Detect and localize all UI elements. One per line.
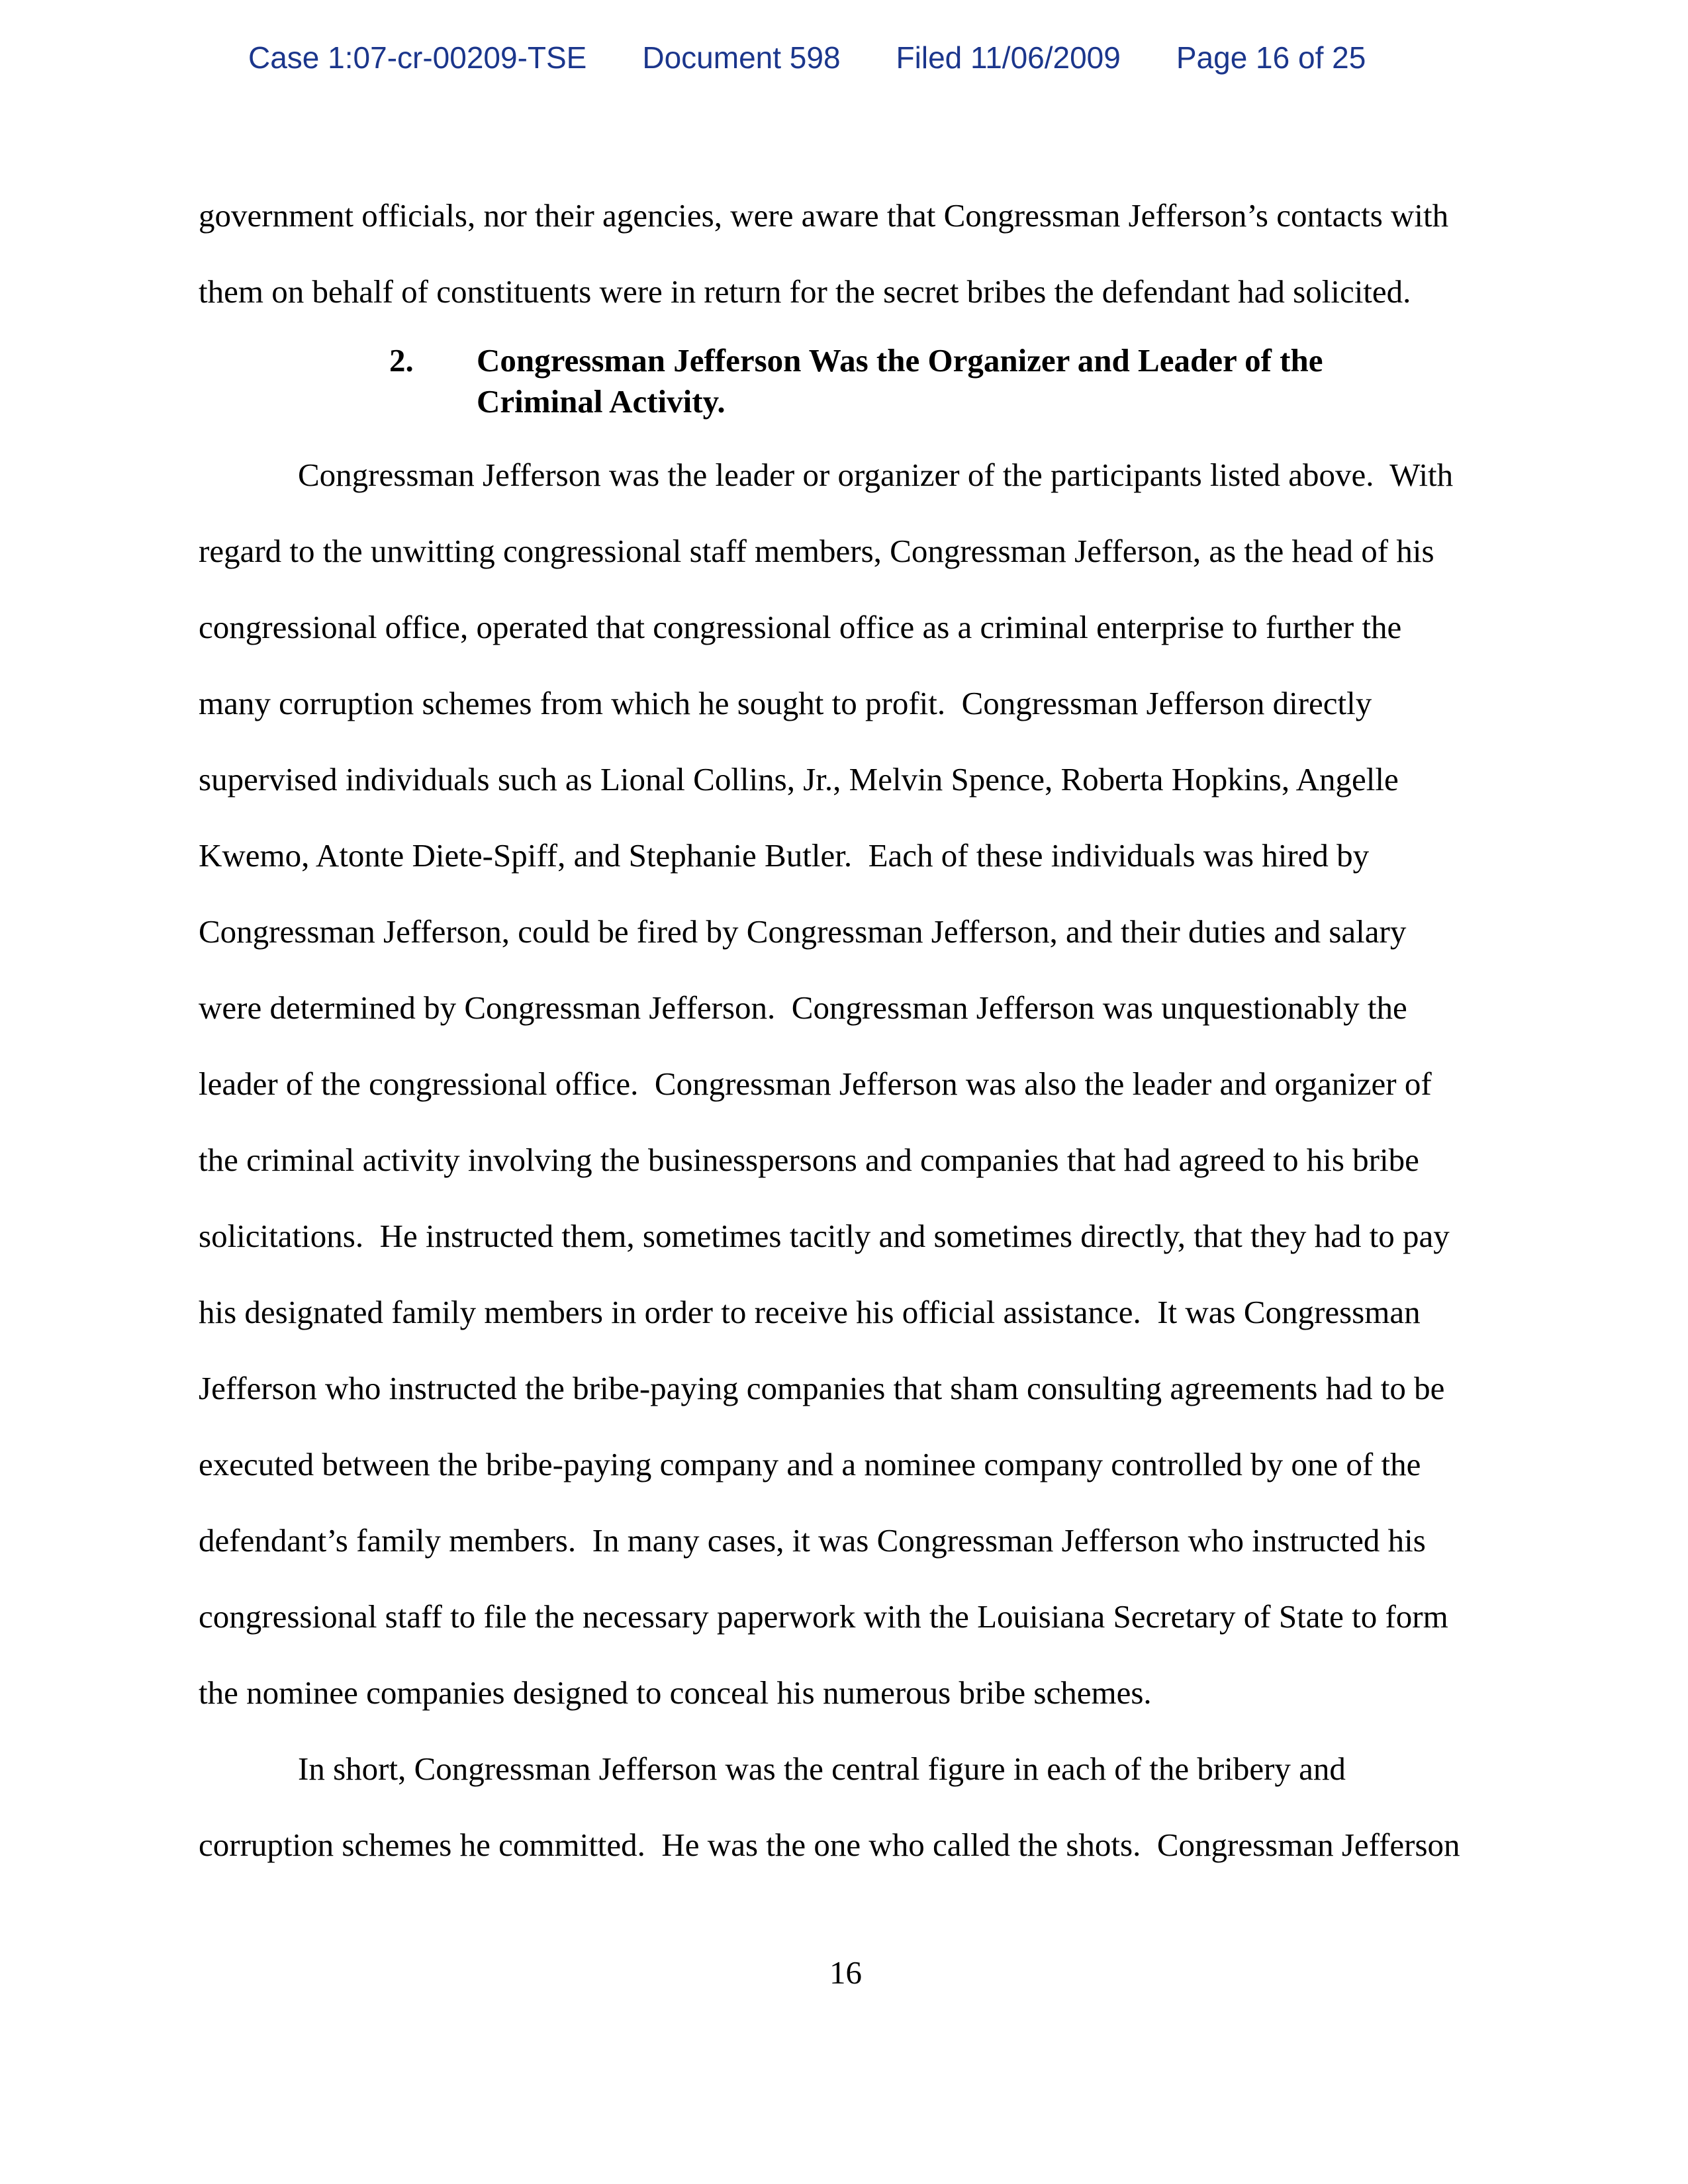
heading-number: 2. [389, 342, 414, 379]
text-line: solicitations. He instructed them, sometimes tacitly and sometimes directly, that they had to pay [199, 1218, 1450, 1254]
text-line: Congressman Jefferson was the leader or organizer of the participants listed above. With [298, 457, 1454, 493]
stamp-page-indicator: Page 16 of 25 [1176, 40, 1366, 75]
text-line: executed between the bribe-paying company and a nominee company controlled by one of the [199, 1446, 1421, 1482]
text-line: leader of the congressional office. Congressman Jefferson was also the leader and organizer of [199, 1066, 1432, 1102]
text-line: Congressman Jefferson Was the Organizer and Leader of the [477, 342, 1323, 379]
text-line: the nominee companies designed to conceal his numerous bribe schemes. [199, 1674, 1152, 1711]
document-body [199, 177, 1493, 2011]
stamp-document-number: Document 598 [642, 40, 841, 75]
paragraph-continuation [199, 177, 1493, 330]
text-line: Criminal Activity. [477, 383, 726, 420]
text-line: supervised individuals such as Lional Collins, Jr., Melvin Spence, Roberta Hopkins, Angelle [199, 761, 1399, 797]
text-line: Kwemo, Atonte Diete-Spiff, and Stephanie Butler. Each of these individuals was hired by [199, 837, 1370, 874]
text-line: congressional staff to file the necessary paperwork with the Louisiana Secretary of State to form [199, 1598, 1448, 1635]
text-line: regard to the unwitting congressional staff members, Congressman Jefferson, as the head of his [199, 533, 1434, 569]
stamp-filed-date: Filed 11/06/2009 [896, 40, 1121, 75]
text-line: defendant’s family members. In many cases, it was Congressman Jefferson who instructed his [199, 1522, 1426, 1559]
text-line: the criminal activity involving the businesspersons and companies that had agreed to his bribe [199, 1142, 1419, 1178]
text-line: his designated family members in order to receive his official assistance. It was Congressman [199, 1294, 1421, 1330]
page-number: 16 [829, 1954, 862, 1991]
stamp-case-number: Case 1:07-cr-00209-TSE [248, 40, 587, 75]
text-line: Congressman Jefferson, could be fired by Congressman Jefferson, and their duties and salary [199, 913, 1407, 950]
text-line: were determined by Congressman Jefferson. Congressman Jefferson was unquestionably the [199, 989, 1407, 1026]
paragraph-in-short [199, 1731, 1493, 1883]
case-stamp-header [248, 42, 1366, 73]
text-line: corruption schemes he committed. He was the one who called the shots. Congressman Jefferson [199, 1827, 1460, 1863]
text-line: congressional office, operated that congressional office as a criminal enterprise to further the [199, 609, 1402, 645]
text-line: In short, Congressman Jefferson was the central figure in each of the bribery and [298, 1751, 1346, 1787]
text-line: government officials, nor their agencies, were aware that Congressman Jefferson’s contacts with [199, 197, 1449, 234]
section-heading-2 [389, 340, 1493, 422]
paragraph-leader-organizer [199, 437, 1493, 1731]
text-line: Jefferson who instructed the bribe-paying companies that sham consulting agreements had to be [199, 1370, 1445, 1406]
text-line: many corruption schemes from which he sought to profit. Congressman Jefferson directly [199, 685, 1372, 721]
heading-text [477, 340, 1323, 422]
text-line: them on behalf of constituents were in return for the secret bribes the defendant had solicited. [199, 273, 1411, 310]
